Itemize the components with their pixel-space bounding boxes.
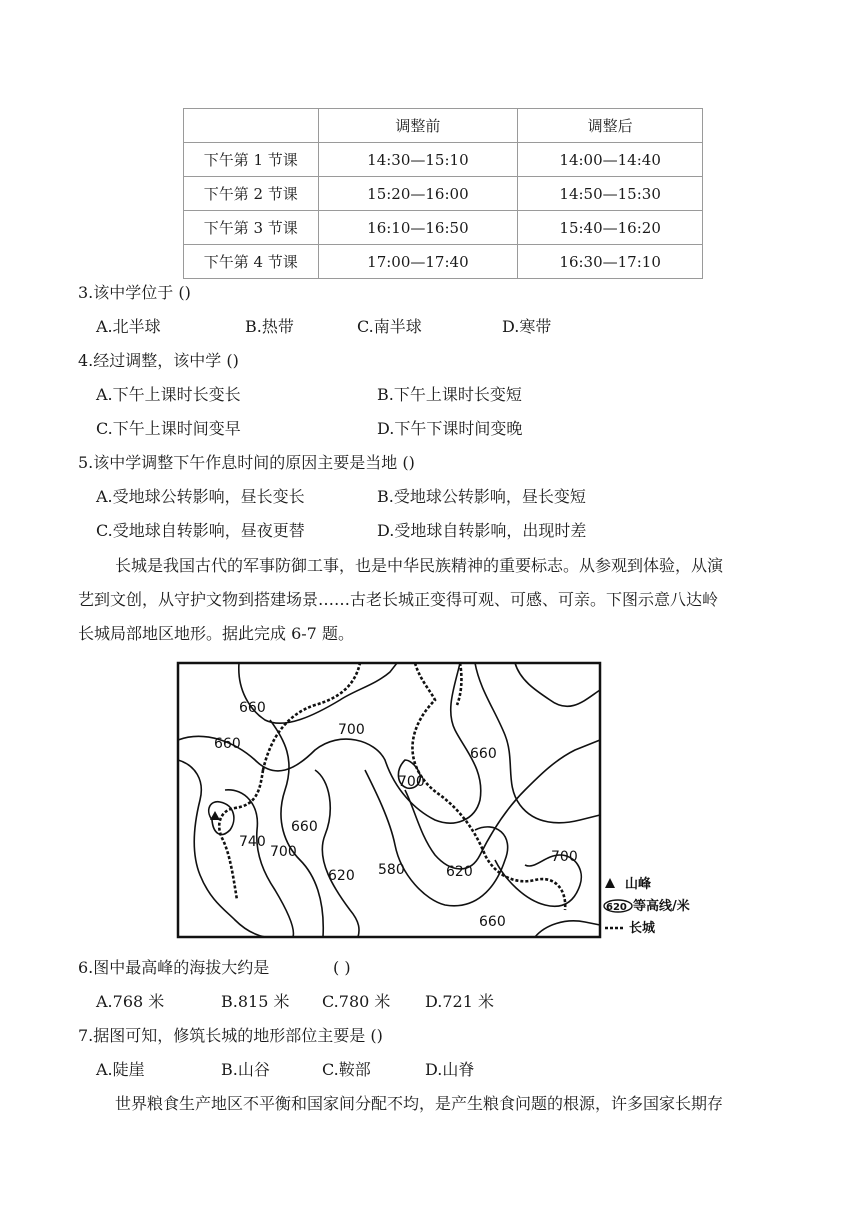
contour-label: 700 xyxy=(338,722,365,738)
peak-marker-icon xyxy=(210,811,220,820)
contour-label: 660 xyxy=(214,736,241,752)
table-header-row xyxy=(184,109,703,143)
legend-peak-label: 山峰 xyxy=(625,877,652,892)
legend-contour-label: 等高线/米 xyxy=(633,899,690,914)
contour-label: 660 xyxy=(479,914,506,930)
question-5-option-d: D.受地球自转影响，出现时差 xyxy=(377,521,587,540)
table-cell: 17:00—17:40 xyxy=(318,245,518,279)
question-7-option-a: A.陡崖 xyxy=(96,1060,145,1079)
question-6-option-b: B.815 米 xyxy=(221,992,290,1011)
question-4-option-c: C.下午上课时间变早 xyxy=(96,419,241,438)
table-cell: 14:30—15:10 xyxy=(318,143,518,177)
table-cell: 16:30—17:10 xyxy=(518,245,703,279)
contour-label: 620 xyxy=(328,868,355,884)
question-7-stem: 7.据图可知，修筑长城的地形部位主要是 () xyxy=(78,1026,383,1045)
passage-line-3: 长城局部地区地形。据此完成 6-7 题。 xyxy=(78,624,354,643)
contour-label: 660 xyxy=(470,746,497,762)
question-5-option-b: B.受地球公转影响，昼长变短 xyxy=(377,487,586,506)
question-3-stem: 3.该中学位于 () xyxy=(78,283,191,302)
question-7-option-b: B.山谷 xyxy=(221,1060,270,1079)
question-6-option-a: A.768 米 xyxy=(96,992,165,1011)
table-row xyxy=(184,245,703,279)
contour-label: 740 xyxy=(239,834,266,850)
question-6-answer-paren: ( ) xyxy=(333,958,351,977)
contour-label: 660 xyxy=(239,700,266,716)
question-3-option-a: A.北半球 xyxy=(96,317,161,336)
table-row xyxy=(184,143,703,177)
contour-map xyxy=(175,660,715,945)
table-cell: 14:00—14:40 xyxy=(518,143,703,177)
table-cell: 下午第 2 节课 xyxy=(184,177,319,211)
table-cell: 下午第 1 节课 xyxy=(184,143,319,177)
table-cell: 下午第 4 节课 xyxy=(184,245,319,279)
question-5-option-c: C.受地球自转影响，昼夜更替 xyxy=(96,521,305,540)
question-4-option-d: D.下午下课时间变晚 xyxy=(377,419,523,438)
legend-contour-value: 620 xyxy=(606,902,627,913)
question-6-option-d: D.721 米 xyxy=(425,992,494,1011)
question-3-option-b: B.热带 xyxy=(245,317,294,336)
contour-label: 700 xyxy=(551,849,578,865)
question-3-option-d: D.寒带 xyxy=(502,317,552,336)
table-header-cell xyxy=(184,109,319,143)
question-4-stem: 4.经过调整，该中学 () xyxy=(78,351,239,370)
table-cell: 14:50—15:30 xyxy=(518,177,703,211)
question-7-option-c: C.鞍部 xyxy=(322,1060,371,1079)
question-6-stem: 6.图中最高峰的海拔大约是 xyxy=(78,958,270,977)
legend-peak-icon xyxy=(605,878,615,888)
contour-label: 580 xyxy=(378,862,405,878)
passage-line-1: 长城是我国古代的军事防御工事，也是中华民族精神的重要标志。从参观到体验，从演 xyxy=(115,556,724,575)
table-row xyxy=(184,211,703,245)
passage-line-2: 艺到文创，从守护文物到搭建场景……古老长城正变得可观、可感、可亲。下图示意八达岭 xyxy=(78,590,719,609)
table-cell: 15:40—16:20 xyxy=(518,211,703,245)
contour-label: 620 xyxy=(446,864,473,880)
passage2-line-1: 世界粮食生产地区不平衡和国家间分配不均，是产生粮食问题的根源，许多国家长期存 xyxy=(115,1094,724,1113)
question-5-stem: 5.该中学调整下午作息时间的原因主要是当地 () xyxy=(78,453,415,472)
table-header-cell: 调整前 xyxy=(318,109,518,143)
table-header-cell: 调整后 xyxy=(518,109,703,143)
question-7-option-d: D.山脊 xyxy=(425,1060,475,1079)
legend-wall-label: 长城 xyxy=(629,921,656,936)
question-4-option-a: A.下午上课时长变长 xyxy=(96,385,241,404)
table-cell: 下午第 3 节课 xyxy=(184,211,319,245)
contour-label: 700 xyxy=(398,774,425,790)
table-row xyxy=(184,177,703,211)
question-4-option-b: B.下午上课时长变短 xyxy=(377,385,522,404)
contour-label: 660 xyxy=(291,819,318,835)
table-cell: 16:10—16:50 xyxy=(318,211,518,245)
question-6-option-c: C.780 米 xyxy=(322,992,391,1011)
table-cell: 15:20—16:00 xyxy=(318,177,518,211)
contour-label: 700 xyxy=(270,844,297,860)
question-3-option-c: C.南半球 xyxy=(357,317,422,336)
schedule-table xyxy=(183,108,703,279)
question-5-option-a: A.受地球公转影响，昼长变长 xyxy=(96,487,305,506)
